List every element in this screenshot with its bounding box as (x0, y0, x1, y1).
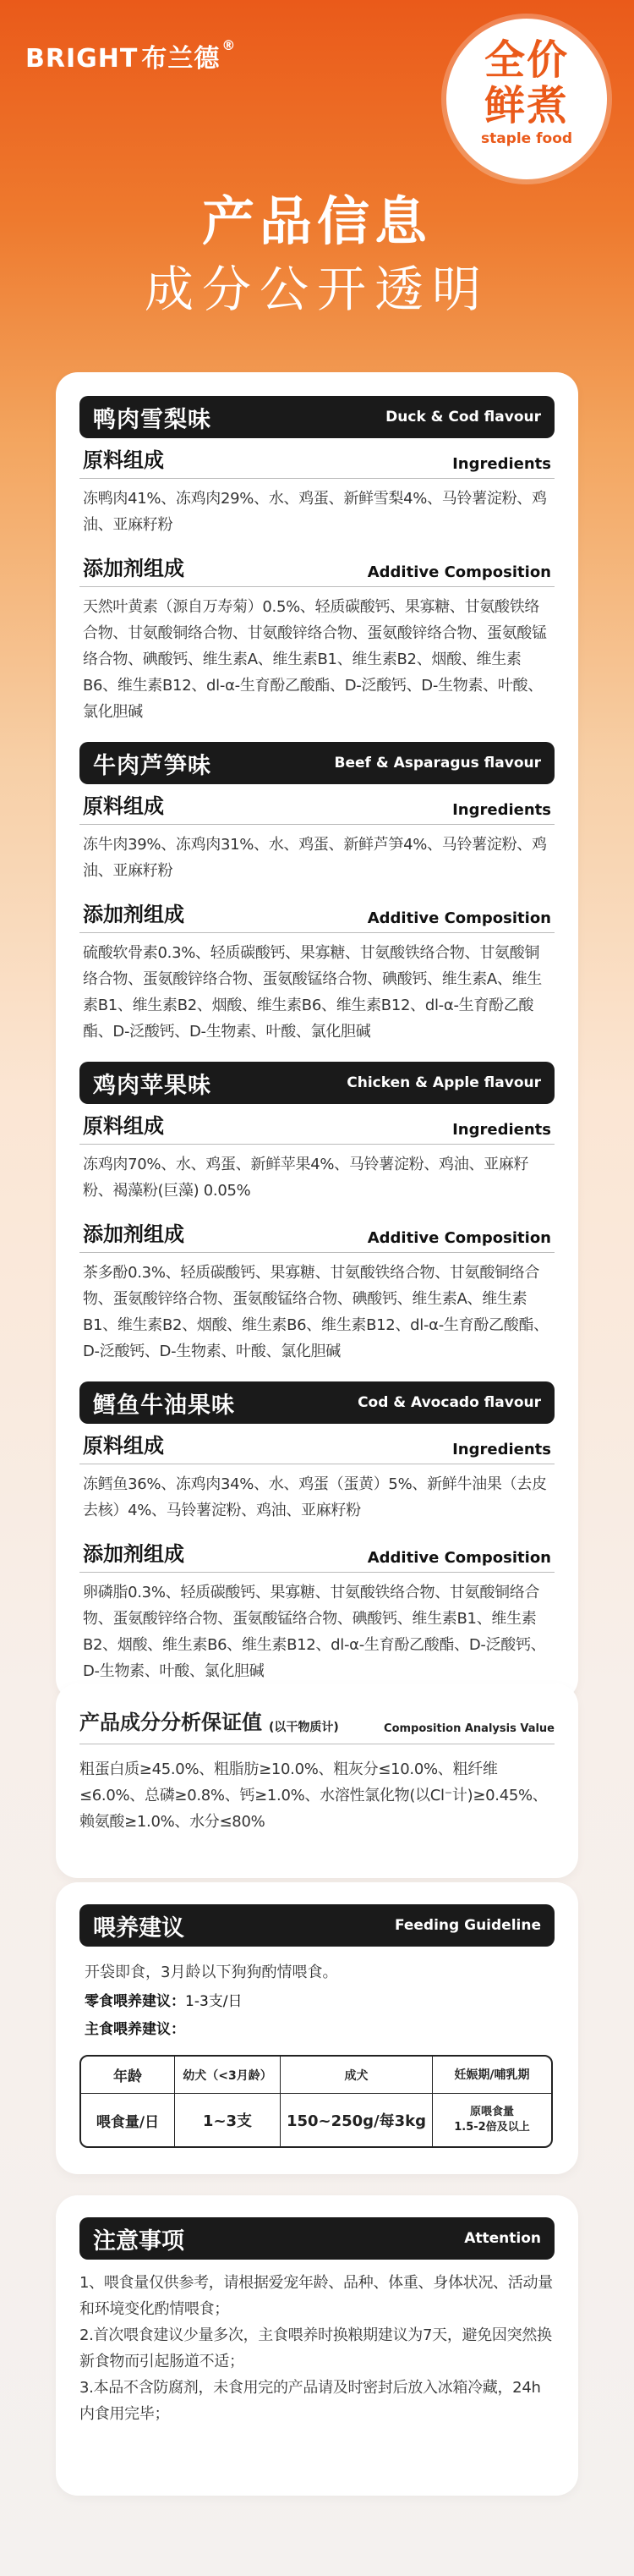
analysis-text: 粗蛋白质≥45.0%、粗脂肪≥10.0%、粗灰分≤10.0%、粗纤维≤6.0%、总磷≥0.8%、钙≥1.0%、水溶性氯化物(以Cl⁻计)≥0.45%、赖氨酸≥1.0%、水分≤80% (79, 1760, 548, 1831)
flavor-name: 鸭肉雪梨味 (93, 406, 211, 433)
notice-title-en: Attention (464, 2230, 541, 2247)
table-header-cell: 幼犬（<3月龄） (174, 2057, 280, 2093)
feeding-card (56, 1882, 578, 2174)
registered-mark: ® (221, 37, 237, 53)
flavor-name-en: Cod & Avocado flavour (358, 1394, 541, 1411)
flavor-name-en: Duck & Cod flavour (385, 409, 541, 426)
additives-label: 添加剂组成 (83, 557, 184, 580)
additives-text: 卵磷脂0.3%、轻质碳酸钙、果寡糖、甘氨酸铁络合物、甘氨酸铜络合物、蛋氨酸锌络合物、蛋氨酸锰络合物、碘酸钙、维生素B1、维生素B2、烟酸、维生素B6、维生素B12、dl-α-生育酚乙酸酯、D-泛酸钙、D-生物素、叶酸、氯化胆碱 (83, 1584, 546, 1680)
flavor-section-cod (79, 1381, 555, 1693)
notice-list (79, 2260, 555, 2427)
snack-label: 零食喂养建议： (85, 1993, 185, 2010)
ingredients-heading (79, 788, 555, 825)
ingredients-label-en: Ingredients (452, 1441, 551, 1458)
ingredients-label: 原料组成 (83, 448, 164, 472)
flavor-header (79, 1062, 555, 1104)
additives-heading (79, 896, 555, 933)
ingredients-label-en: Ingredients (452, 801, 551, 819)
additives-text: 硫酸软骨素0.3%、轻质碳酸钙、果寡糖、甘氨酸铁络合物、甘氨酸铜络合物、蛋氨酸锌络合物、蛋氨酸锰络合物、碘酸钙、维生素A、维生素B1、维生素B2、烟酸、维生素B6、维生素B12、dl-α-生育酚乙酸酯、D-泛酸钙、D-生物素、叶酸、氯化胆碱 (83, 944, 543, 1041)
logo-cn: 布兰德 (141, 44, 221, 74)
ingredients-text: 冻牛肉39%、冻鸡肉31%、水、鸡蛋、新鲜芦笋4%、马铃薯淀粉、鸡油、亚麻籽粉 (83, 836, 547, 880)
table-header-row (81, 2057, 551, 2094)
additives-label-en: Additive Composition (367, 1229, 551, 1247)
feeding-title-en: Feeding Guideline (394, 1917, 541, 1934)
analysis-title-en: Composition Analysis Value (384, 1722, 555, 1735)
additives-label: 添加剂组成 (83, 1222, 184, 1246)
additives-label-en: Additive Composition (367, 909, 551, 927)
ingredients-text: 冻鳕鱼36%、冻鸡肉34%、水、鸡蛋（蛋黄）5%、新鲜牛油果（去皮去核）4%、马铃薯淀粉、鸡油、亚麻籽粉 (83, 1475, 547, 1519)
badge-line3: staple food (480, 130, 573, 147)
list-item: 2.首次喂食建议少量多次，主食喂养时换粮期建议为7天，避免因突然换新食物而引起肠道不适； (79, 2326, 552, 2370)
flavor-header (79, 1381, 555, 1424)
staple-food-badge (446, 19, 607, 179)
additives-heading (79, 550, 555, 587)
analysis-note: (以干物质计) (269, 1721, 339, 1734)
ingredients-label-en: Ingredients (452, 455, 551, 473)
flavor-name-en: Beef & Asparagus flavour (334, 755, 541, 772)
flavor-name: 鳕鱼牛油果味 (93, 1392, 235, 1419)
table-header-cell: 妊娠期/哺乳期 (432, 2057, 551, 2093)
additives-label-en: Additive Composition (367, 563, 551, 581)
ingredients-text: 冻鸡肉70%、水、鸡蛋、新鲜苹果4%、马铃薯淀粉、鸡油、亚麻籽粉、褐藻粉(巨藻) 0.05% (83, 1156, 529, 1200)
main-suggestion (79, 2010, 555, 2038)
ingredients-card (56, 372, 578, 1700)
flavor-header (79, 742, 555, 784)
table-cell: 原喂食量 1.5-2倍及以上 (432, 2094, 551, 2146)
main-label: 主食喂养建议： (85, 2021, 185, 2038)
ingredients-heading (79, 1107, 555, 1145)
additives-heading (79, 1535, 555, 1573)
flavor-name: 牛肉芦笋味 (93, 752, 211, 779)
flavor-section-duck (79, 396, 555, 733)
snack-value: 1-3支/日 (185, 1993, 243, 2010)
flavor-name: 鸡肉苹果味 (93, 1072, 211, 1099)
flavor-section-chicken (79, 1062, 555, 1373)
additives-heading (79, 1216, 555, 1253)
list-item: 1、喂食量仅供参考，请根据爱宠年龄、品种、体重、身体状况、活动量和环境变化酌情喂食； (79, 2274, 553, 2318)
table-header-cell: 成犬 (280, 2057, 432, 2093)
table-header-cell: 年龄 (113, 2068, 142, 2085)
brand-logo (25, 37, 236, 74)
page-subtitle: 成分公开透明 (144, 261, 489, 318)
feeding-header (79, 1904, 555, 1947)
ingredients-label-en: Ingredients (452, 1121, 551, 1139)
feeding-title: 喂养建议 (93, 1914, 184, 1942)
ingredients-heading (79, 1427, 555, 1464)
header (0, 0, 634, 147)
ingredients-text: 冻鸭肉41%、冻鸡肉29%、水、鸡蛋、新鲜雪梨4%、马铃薯淀粉、鸡油、亚麻籽粉 (83, 490, 547, 534)
additives-label: 添加剂组成 (83, 1542, 184, 1566)
table-row-label: 喂食量/日 (96, 2113, 160, 2131)
flavor-header (79, 396, 555, 438)
page-title: 产品信息 (201, 190, 432, 252)
logo-en: BRIGHT (25, 44, 139, 74)
feeding-table (79, 2055, 553, 2148)
additives-text: 茶多酚0.3%、轻质碳酸钙、果寡糖、甘氨酸铁络合物、甘氨酸铜络合物、蛋氨酸锌络合物、蛋氨酸锰络合物、碘酸钙、维生素A、维生素B1、维生素B2、烟酸、维生素B6、维生素B12、dl-α-生育酚乙酸酯、D-泛酸钙、D-生物素、叶酸、氯化胆碱 (83, 1264, 549, 1360)
flavor-name-en: Chicken & Apple flavour (347, 1074, 541, 1091)
additives-label-en: Additive Composition (367, 1549, 551, 1567)
ingredients-heading (79, 442, 555, 479)
analysis-card (56, 1683, 578, 1878)
analysis-heading (79, 1705, 555, 1744)
table-cell: 1~3支 (174, 2094, 280, 2146)
snack-suggestion (79, 1982, 555, 2010)
ingredients-label: 原料组成 (83, 794, 164, 818)
list-item: 3.本品不含防腐剂，未食用完的产品请及时密封后放入冰箱冷藏，24h内食用完毕； (79, 2379, 541, 2423)
additives-label: 添加剂组成 (83, 903, 184, 926)
notice-card (56, 2195, 578, 2496)
badge-line2: 鲜煮 (484, 82, 569, 129)
table-row (81, 2094, 551, 2146)
table-cell: 150~250g/每3kg (280, 2094, 432, 2146)
badge-line1: 全价 (484, 36, 569, 84)
notice-header (79, 2217, 555, 2260)
ingredients-label: 原料组成 (83, 1114, 164, 1138)
additives-text: 天然叶黄素（源自万寿菊）0.5%、轻质碳酸钙、果寡糖、甘氨酸铁络合物、甘氨酸铜络合物、甘氨酸锌络合物、蛋氨酸锌络合物、蛋氨酸锰络合物、碘酸钙、维生素A、维生素B1、维生素B2、烟酸、维生素B6、维生素B12、dl-α-生育酚乙酸酯、D-泛酸钙、D-生物素、叶酸、氯化胆碱 (83, 598, 547, 721)
feeding-intro: 开袋即食，3月龄以下狗狗酌情喂食。 (85, 1964, 338, 1981)
notice-title: 注意事项 (93, 2227, 184, 2255)
flavor-section-beef (79, 742, 555, 1053)
analysis-title: 产品成分分析保证值 (79, 1711, 262, 1734)
ingredients-label: 原料组成 (83, 1434, 164, 1458)
